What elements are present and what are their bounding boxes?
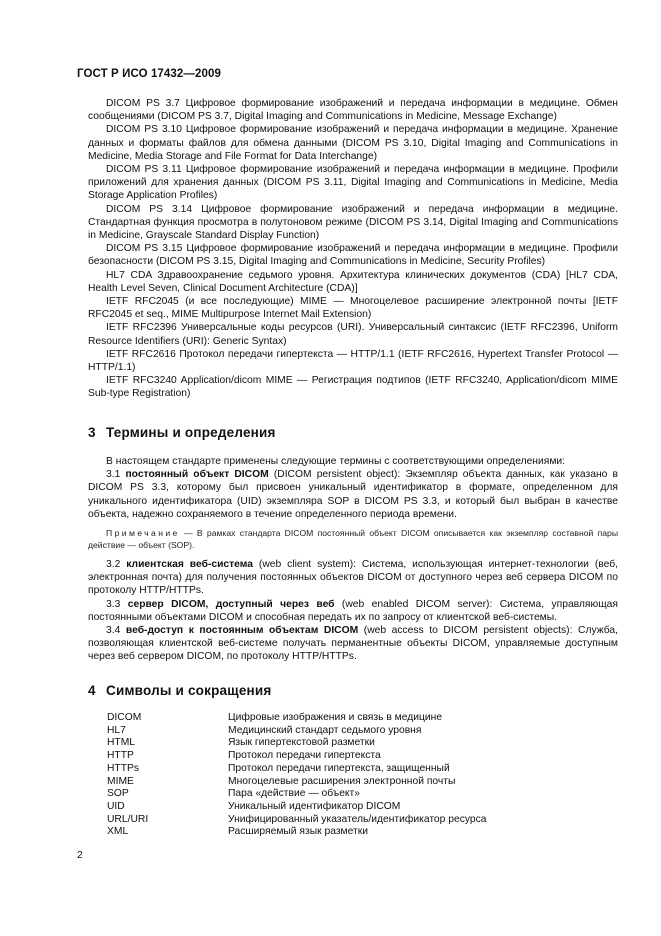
abbreviation-code: UID bbox=[107, 800, 125, 812]
definition-text: (web access to DICOM persistent objects): Служба, позволяющая клиентской веб-системе получать перманентные объекты DICOM, управляемые доступным через веб сервером DICOM, по протоколу HTTP/HTTPs. bbox=[88, 625, 618, 663]
definition-text: (DICOM persistent object): Экземпляр объекта данных, как указано в DICOM PS 3.3, которому был присвоен уникальный идентификатор в формате, определенном для уникального идентификатора (UID) экземпляра SOP в DICOM PS 3.3, и который был выбран в качестве объекта, надежно сохраняемого в течение определенного периода времени. bbox=[88, 469, 618, 520]
abbreviation-code: SOP bbox=[107, 788, 129, 800]
reference-item: DICOM PS 3.14 Цифровое формирование изображений и передача информации в медицине. Стандартная функция просмотра в полутоновом режиме (DICOM PS 3.14, Digital Imaging and Communications in Medicine, Grayscale Standard Display Function) bbox=[88, 203, 618, 242]
abbreviation-description: Протокол передачи гипертекста bbox=[228, 750, 381, 762]
abbreviation-code: MIME bbox=[107, 775, 134, 787]
abbreviation-code: HL7 bbox=[107, 724, 126, 736]
normative-references bbox=[88, 97, 618, 401]
abbreviation-row bbox=[107, 814, 607, 827]
abbreviation-row bbox=[107, 712, 607, 725]
abbreviation-description: Расширяемый язык разметки bbox=[228, 826, 368, 838]
abbreviation-code: HTTP bbox=[107, 750, 134, 762]
definition-item bbox=[88, 598, 618, 624]
note bbox=[88, 527, 618, 551]
reference-item: IETF RFC2045 (и все последующие) MIME — Многоцелевое расширение электронной почты [IETF RFC2045 et seq., MIME Multipurpose Internet Mail Extension) bbox=[88, 296, 618, 321]
reference-item: HL7 CDA Здравоохранение седьмого уровня. Архитектура клинических документов (CDA) [HL7 CDA, Health Level Seven, Clinical Document Architecture (CDA)] bbox=[88, 269, 618, 294]
section-number: 3 bbox=[88, 425, 96, 440]
definition-text: (web enabled DICOM server): Система, управляющая постоянными объектами DICOM и способная передать их по запросу от клиентской веб-системы. bbox=[88, 598, 618, 623]
note-label: Примечание bbox=[106, 528, 180, 539]
definitions-intro: В настоящем стандарте применены следующие термины с соответствующими определениями: bbox=[106, 456, 566, 467]
standard-header: ГОСТ Р ИСО 17432—2009 bbox=[77, 68, 222, 80]
definition-number: 3.3 bbox=[106, 598, 121, 610]
section-title: Термины и определения bbox=[106, 425, 276, 440]
abbreviation-row bbox=[107, 801, 607, 814]
page-number: 2 bbox=[77, 850, 83, 861]
definition-term: клиентская веб-система bbox=[126, 559, 253, 571]
reference-item: IETF RFC2616 Протокол передачи гипертекста — HTTP/1.1 (IETF RFC2616, Hypertext Transfer Protocol — HTTP/1.1) bbox=[88, 348, 618, 374]
abbreviation-code: DICOM bbox=[107, 712, 142, 723]
reference-item: DICOM PS 3.7 Цифровое формирование изображений и передача информации в медицине. Обмен сообщениями (DICOM PS 3.7, Digital Imaging and Communications in Medicine, Message Exchange) bbox=[88, 98, 618, 123]
definitions bbox=[88, 455, 618, 664]
definition-number: 3.2 bbox=[106, 559, 121, 571]
abbreviation-code: URL/URI bbox=[107, 813, 149, 825]
abbreviation-row bbox=[107, 776, 607, 789]
definition-item bbox=[88, 468, 618, 521]
section-3-heading bbox=[88, 425, 276, 440]
abbreviation-description: Протокол передачи гипертекста, защищенный bbox=[228, 762, 450, 774]
definition-item bbox=[88, 624, 618, 664]
abbreviation-description: Многоцелевые расширения электронной почты bbox=[228, 775, 456, 787]
note-text: — В рамках стандарта DICOM постоянный объект DICOM описывается как экземпляр составной пары действие — объект (SOP). bbox=[88, 528, 618, 551]
reference-item: DICOM PS 3.11 Цифровое формирование изображений и передача информации в медицине. Профили приложений для хранения данных (DICOM PS 3.11, Digital Imaging and Communications in Medicine, Media Storage Application Profiles) bbox=[88, 164, 618, 202]
reference-item: IETF RFC2396 Универсальные коды ресурсов (URI). Универсальный синтаксис (IETF RFC2396, Uniform Resource Identifiers (URI): Generic Syntax) bbox=[88, 322, 618, 347]
abbreviation-description: Язык гипертекстовой разметки bbox=[228, 737, 375, 749]
abbreviation-description: Цифровые изображения и связь в медицине bbox=[228, 712, 443, 723]
abbreviation-row bbox=[107, 788, 607, 801]
abbreviation-description: Унифицированный указатель/идентификатор ресурса bbox=[228, 813, 487, 825]
abbreviation-description: Уникальный идентификатор DICOM bbox=[228, 800, 401, 812]
abbreviation-description: Пара «действие — объект» bbox=[228, 788, 360, 800]
definition-number: 3.4 bbox=[106, 625, 121, 637]
abbreviation-code: HTML bbox=[107, 737, 136, 749]
abbreviations-list bbox=[107, 712, 607, 839]
definition-number: 3.1 bbox=[106, 469, 121, 481]
definition-item bbox=[88, 558, 618, 598]
abbreviation-row bbox=[107, 725, 607, 738]
abbreviation-row bbox=[107, 750, 607, 763]
reference-item: IETF RFC3240 Application/dicom MIME — Регистрация подтипов (IETF RFC3240, Application/dicom MIME Sub-type Registration) bbox=[88, 375, 618, 400]
abbreviation-code: HTTPs bbox=[107, 762, 140, 774]
reference-item: DICOM PS 3.15 Цифровое формирование изображений и передача информации в медицине. Профили безопасности (DICOM PS 3.15, Digital Imaging and Communications in Medicine, Security Profiles) bbox=[88, 243, 618, 268]
definition-term: сервер DICOM, доступный через веб bbox=[127, 598, 335, 610]
abbreviation-row bbox=[107, 763, 607, 776]
reference-item: DICOM PS 3.10 Цифровое формирование изображений и передача информации в медицине. Хранение данных и форматы файлов для обмена данными (DICOM PS 3.10, Digital Imaging and Communications in Medicine, Media Storage and File Format for Data Interchange) bbox=[88, 124, 618, 162]
abbreviation-row bbox=[107, 826, 607, 839]
section-4-heading bbox=[88, 683, 271, 698]
abbreviation-row bbox=[107, 737, 607, 750]
abbreviation-description: Медицинский стандарт седьмого уровня bbox=[228, 724, 422, 736]
section-number: 4 bbox=[88, 683, 96, 698]
abbreviation-code: XML bbox=[107, 826, 129, 838]
definition-text: (web client system): Система, использующая интернет-технологии (веб, электронная почта) для получения постоянных объектов DICOM от доступного через веб сервера DICOM по протоколу HTTP/HTTPs. bbox=[88, 559, 618, 597]
definition-term: веб-доступ к постоянным объектам DICOM bbox=[125, 625, 359, 637]
section-title: Символы и сокращения bbox=[106, 683, 272, 698]
definition-term: постоянный объект DICOM bbox=[125, 469, 269, 481]
